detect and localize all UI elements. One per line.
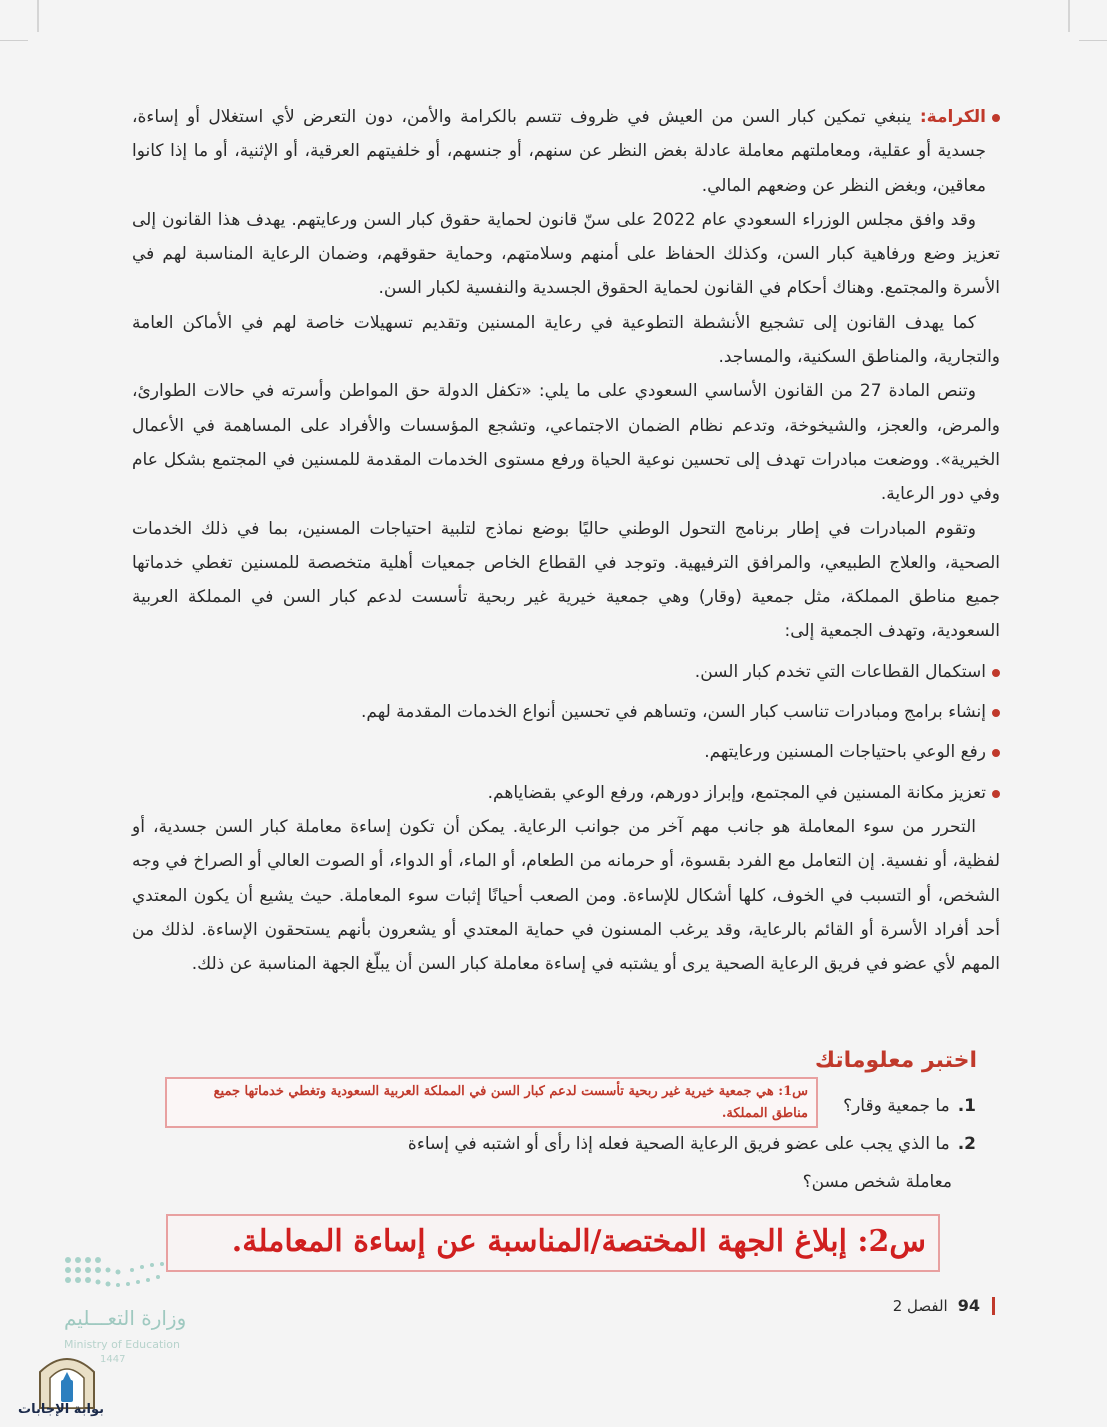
question-text: ما جمعية وقار؟ <box>843 1096 950 1116</box>
answer-1-box: س1: هي جمعية خيرية غير ربحية تأسست لدعم كبار السن في المملكة العربية السعودية وتغطي خدماتها جميع مناطق المملكة. <box>165 1077 818 1128</box>
body-text <box>132 100 1000 981</box>
chapter-label: الفصل 2 <box>892 1296 948 1315</box>
footer-bar <box>992 1297 995 1315</box>
question-text: ما الذي يجب على عضو فريق الرعاية الصحية فعله إذا رأى أو اشتبه في إساءة <box>407 1134 950 1154</box>
page-edge-right <box>1068 0 1070 32</box>
dignity-text: ينبغي تمكين كبار السن من العيش في ظروف تتسم بالكرامة والأمن، دون التعرض لأي استغلال أو إساءة، جسدية أو عقلية، ومعاملتهم معاملة عادلة بغض النظر عن سنهم، أو جنسهم، أو خلفيتهم العرقية، أو الإثنية، أو ما إذا كانوا معاقين، وبغض النظر عن وضعهم المالي. <box>132 107 986 196</box>
bullet-item: إنشاء برامج ومبادرات تناسب كبار السن، وتساهم في تحسين أنواع الخدمات المقدمة لهم. <box>132 695 1000 729</box>
page-footer <box>893 1296 995 1315</box>
page-number: 94 <box>957 1296 980 1315</box>
page-tick-right <box>1079 40 1107 41</box>
paragraph: التحرر من سوء المعاملة هو جانب مهم آخر من جوانب الرعاية. يمكن أن تكون إساءة معاملة كبار السن جسدية، أو لفظية، أو نفسية. إن التعامل مع الفرد بقسوة، أو حرمانه من الطعام، أو الماء، أو الدواء، أو الصوت العالي أو الصراخ في وجه الشخص، أو التسبب في الخوف، كلها أشكال للإساءة. ومن الصعب أحيانًا إثبات سوء المعاملة. حيث يشيع أن يكون المعتدي أحد أفراد الأسرة أو القائم بالرعاية، وقد يرغب المسنون في حماية المعتدي أو يشعرون بأنهم يستحقون الإساءة. لذلك من المهم لأي عضو في فريق الرعاية الصحية يرى أو يشتبه في إساءة معاملة كبار السن أن يبلّغ الجهة المناسبة عن ذلك. <box>132 816 1000 975</box>
page-edge-left <box>37 0 39 32</box>
quiz-question-2 <box>216 1127 976 1199</box>
quiz-title: اختبر معلوماتك <box>814 1048 977 1073</box>
question-number: 1. <box>957 1096 976 1116</box>
ministry-year: 1447 <box>100 1354 126 1365</box>
bullet-item: تعزيز مكانة المسنين في المجتمع، وإبراز دورهم، ورفع الوعي بقضاياهم. <box>132 776 1000 810</box>
paragraph: وقد وافق مجلس الوزراء السعودي عام 2022 على سنّ قانون لحماية حقوق كبار السن ورعايتهم. يهدف هذا القانون إلى تعزيز وضع ورفاهية كبار السن، وكذلك الحفاظ على أمنهم وسلامتهم، وحماية حقوقهم، وضمان الرعاية المناسبة لهم في الأسرة والمجتمع. وهناك أحكام في القانون لحماية الحقوق الجسدية والنفسية لكبار السن. <box>132 209 1000 299</box>
ministry-name-en: Ministry of Education <box>64 1338 181 1351</box>
quiz-question-1 <box>843 1089 976 1123</box>
answers-portal-logo-icon <box>30 1350 105 1410</box>
term-dignity: الكرامة: <box>919 107 986 127</box>
paragraph-dignity <box>132 100 1000 203</box>
bullet-item: استكمال القطاعات التي تخدم كبار السن. <box>132 655 1000 689</box>
question-text-cont: معاملة شخص مسن؟ <box>802 1172 952 1192</box>
question-number: 2. <box>957 1134 976 1154</box>
answers-portal-label: بوابة الإجابات <box>18 1402 104 1417</box>
answer-2-box: س2: إبلاغ الجهة المختصة/المناسبة عن إساءة المعاملة. <box>166 1214 940 1272</box>
paragraph: وتقوم المبادرات في إطار برنامج التحول الوطني حاليًا بوضع نماذج لتلبية احتياجات المسنين، بما في ذلك الخدمات الصحية، والعلاج الطبيعي، والمرافق الترفيهية. وتوجد في القطاع الخاص جمعيات أهلية متخصصة للمسنين تغطي خدماتها جميع مناطق المملكة، مثل جمعية (وقار) وهي جمعية خيرية غير ربحية تأسست لدعم كبار السن في المملكة العربية السعودية، وتهدف الجمعية إلى: <box>132 518 1000 642</box>
paragraph: وتنص المادة 27 من القانون الأساسي السعودي على ما يلي: «تكفل الدولة حق المواطن وأسرته في حالات الطوارئ، والمرض، والعجز، والشيخوخة، وتدعم نظام الضمان الاجتماعي، وتشجع المؤسسات والأفراد على المساهمة في الأعمال الخيرية». ووضعت مبادرات تهدف إلى تحسين نوعية الحياة ورفع مستوى الخدمات المقدمة للمسنين في المجتمع بشكل عام وفي دور الرعاية. <box>132 381 1000 505</box>
ministry-name-ar: وزارة التعـــليم <box>64 1306 187 1330</box>
bullet-item: رفع الوعي باحتياجات المسنين ورعايتهم. <box>132 735 1000 769</box>
page-tick-left <box>0 40 28 41</box>
paragraph: كما يهدف القانون إلى تشجيع الأنشطة التطوعية في رعاية المسنين وتقديم تسهيلات خاصة لهم في الأماكن العامة والتجارية، والمناطق السكنية، والمساجد. <box>132 312 1000 368</box>
